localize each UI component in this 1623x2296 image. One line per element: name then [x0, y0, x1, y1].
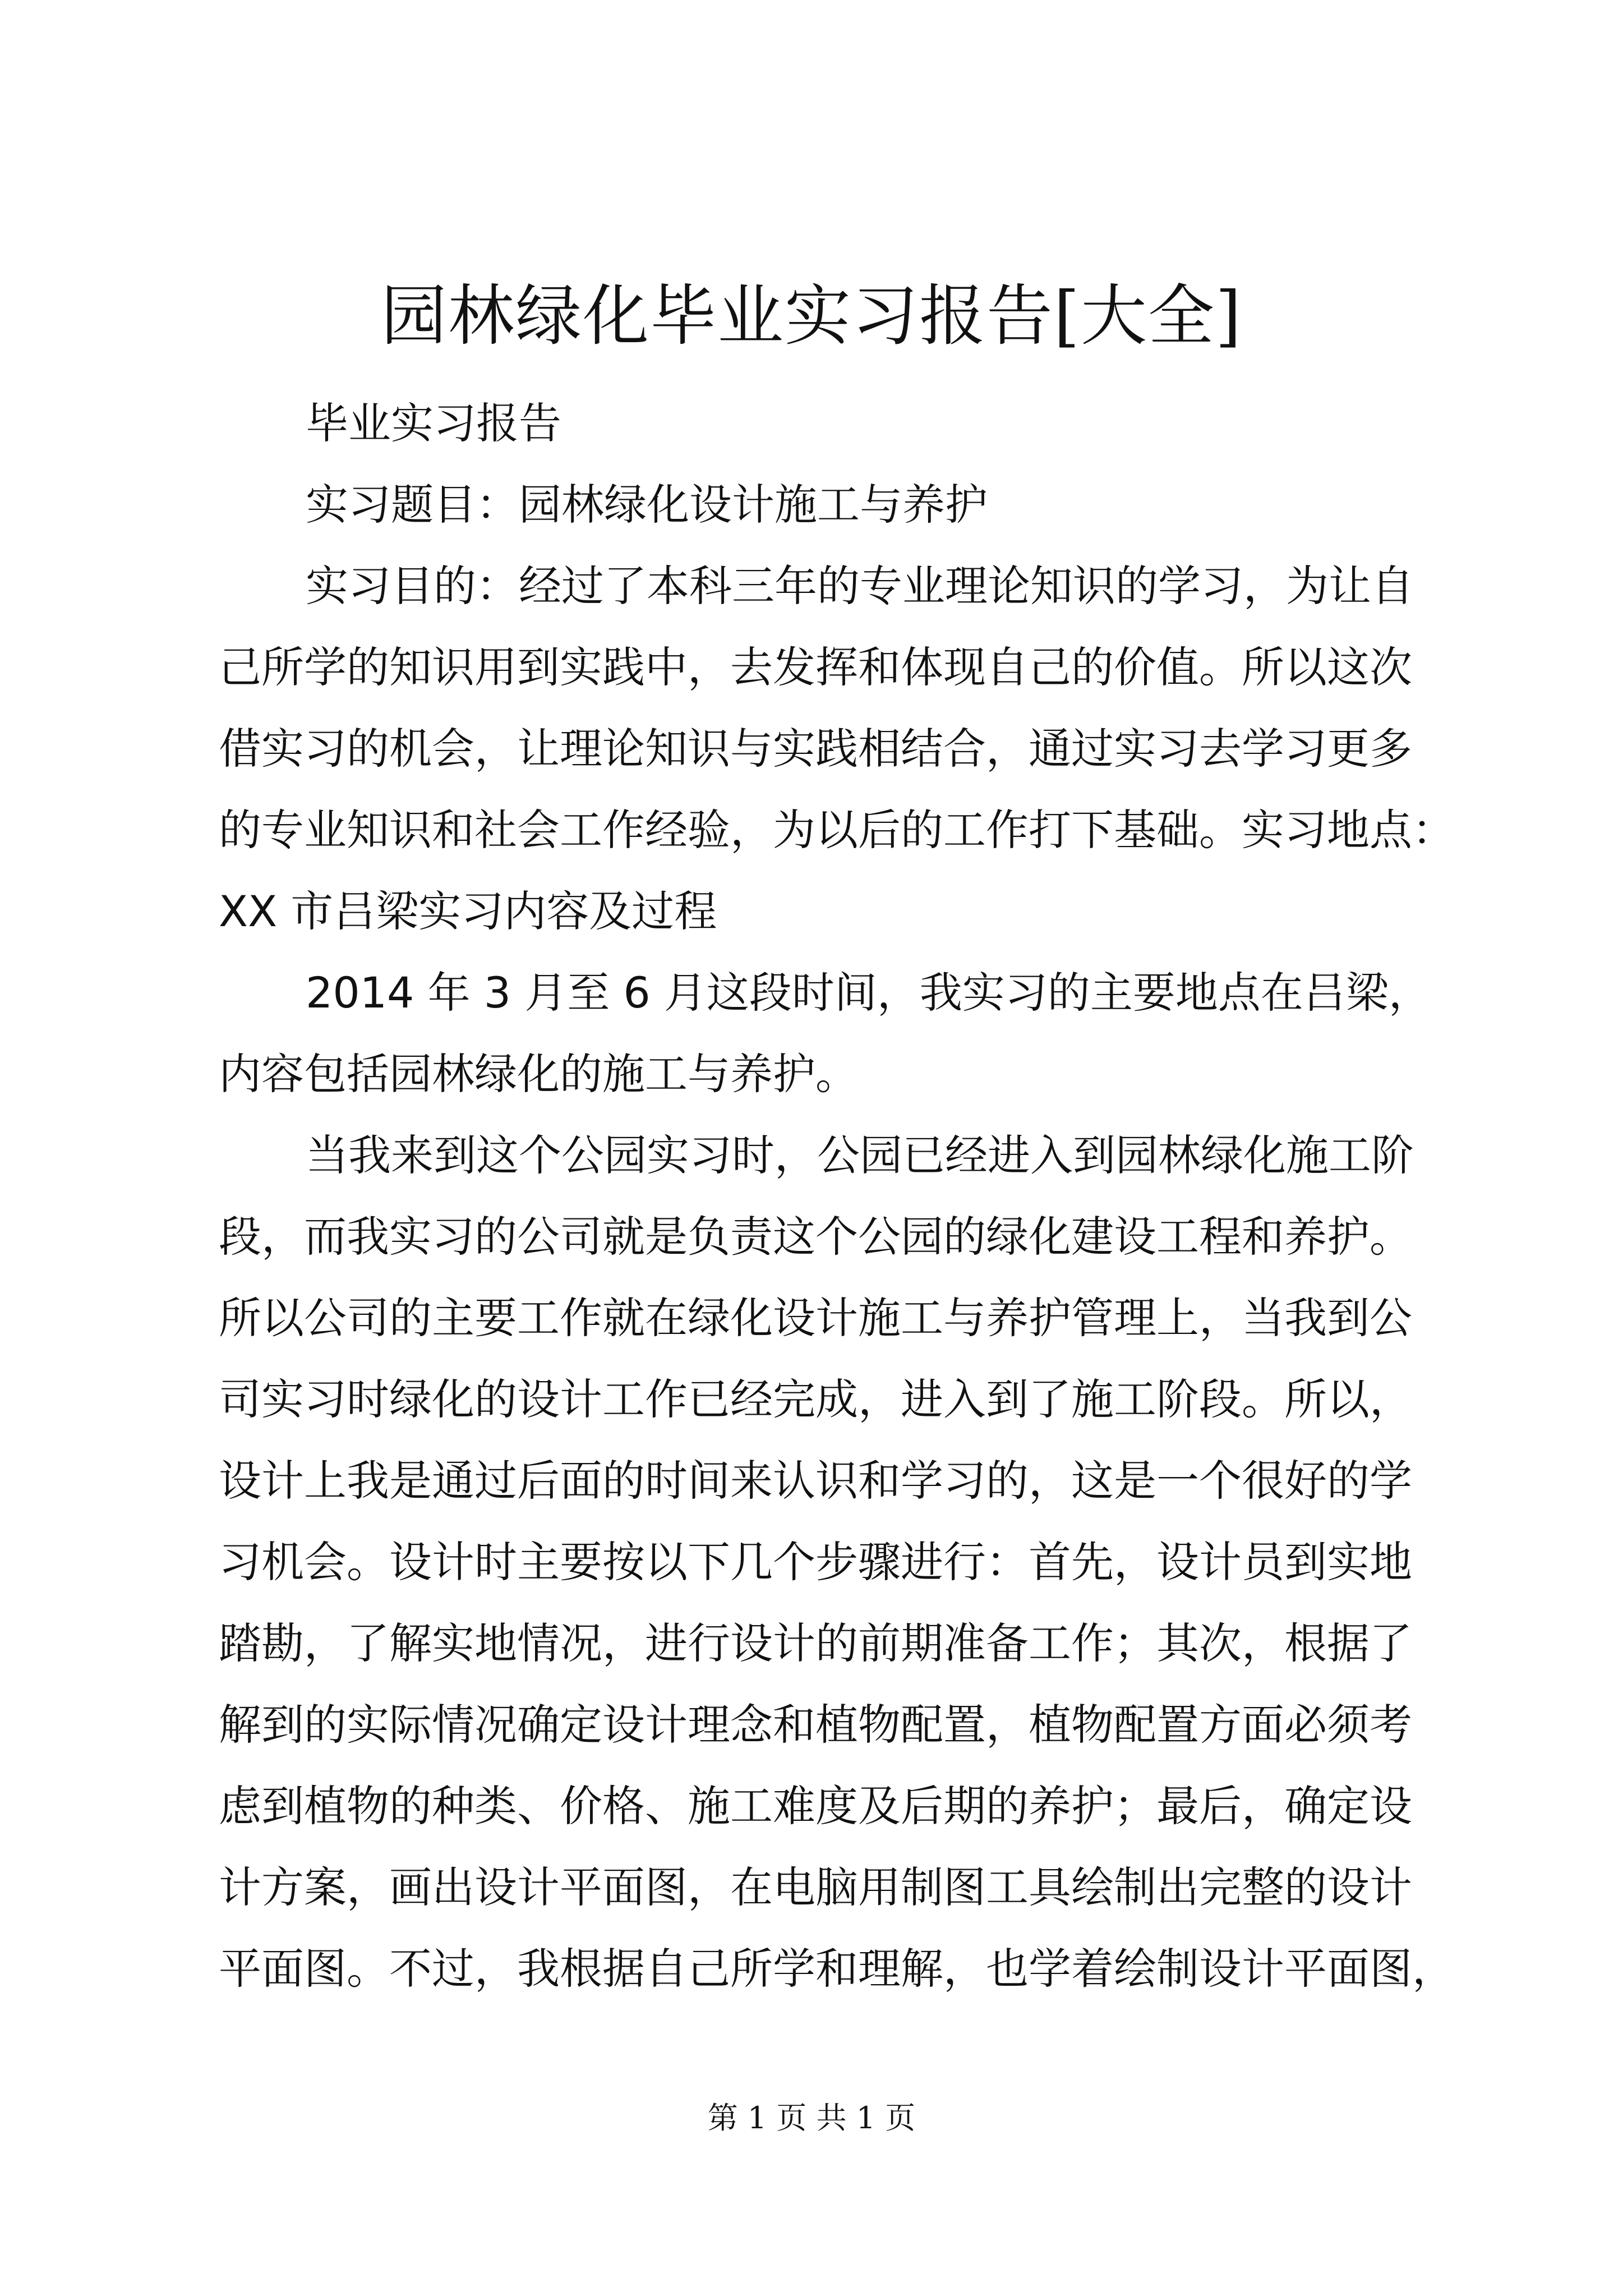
- paragraph-line: 踏勘，了解实地情况，进行设计的前期准备工作；其次，根据了: [219, 1618, 1412, 1668]
- paragraph-line: 的专业知识和社会工作经验，为以后的工作打下基础。实习地点：: [219, 805, 1455, 855]
- paragraph-line: 己所学的知识用到实践中，去发挥和体现自己的价值。所以这次: [219, 642, 1412, 692]
- paragraph-line: 段，而我实习的公司就是负责这个公园的绿化建设工程和养护。: [219, 1212, 1412, 1262]
- paragraph-line: 内容包括园林绿化的施工与养护。: [219, 1049, 858, 1099]
- paragraph-line: 所以公司的主要工作就在绿化设计施工与养护管理上，当我到公: [219, 1293, 1412, 1343]
- paragraph-line: 计方案，画出设计平面图，在电脑用制图工具绘制出完整的设计: [219, 1862, 1412, 1912]
- paragraph-line: 实习目的：经过了本科三年的专业理论知识的学习，为让自: [306, 561, 1414, 611]
- paragraph-line: 司实习时绿化的设计工作已经完成，进入到了施工阶段。所以，: [219, 1374, 1412, 1424]
- paragraph-line: 毕业实习报告: [306, 398, 561, 448]
- paragraph-line: 当我来到这个公园实习时，公园已经进入到园林绿化施工阶: [306, 1130, 1414, 1180]
- document-title: 园林绿化毕业实习报告[大全]: [380, 277, 1243, 355]
- paragraph-line: 实习题目：园林绿化设计施工与养护: [306, 480, 988, 530]
- paragraph-line: 习机会。设计时主要按以下几个步骤进行：首先，设计员到实地: [219, 1537, 1412, 1587]
- paragraph-line: 平面图。不过，我根据自己所学和理解，也学着绘制设计平面图，: [219, 1944, 1455, 1994]
- paragraph-line: 虑到植物的种类、价格、施工难度及后期的养护；最后，确定设: [219, 1781, 1412, 1831]
- page-footer: 第 1 页 共 1 页: [707, 2100, 916, 2136]
- paragraph-line: 解到的实际情况确定设计理念和植物配置，植物配置方面必须考: [219, 1700, 1412, 1750]
- paragraph-line: XX 市吕梁实习内容及过程: [219, 886, 717, 936]
- paragraph-line: 借实习的机会，让理论知识与实践相结合，通过实习去学习更多: [219, 724, 1412, 774]
- paragraph-line: 2014 年 3 月至 6 月这段时间，我实习的主要地点在吕梁，: [306, 968, 1431, 1018]
- paragraph-line: 设计上我是通过后面的时间来认识和学习的，这是一个很好的学: [219, 1456, 1412, 1506]
